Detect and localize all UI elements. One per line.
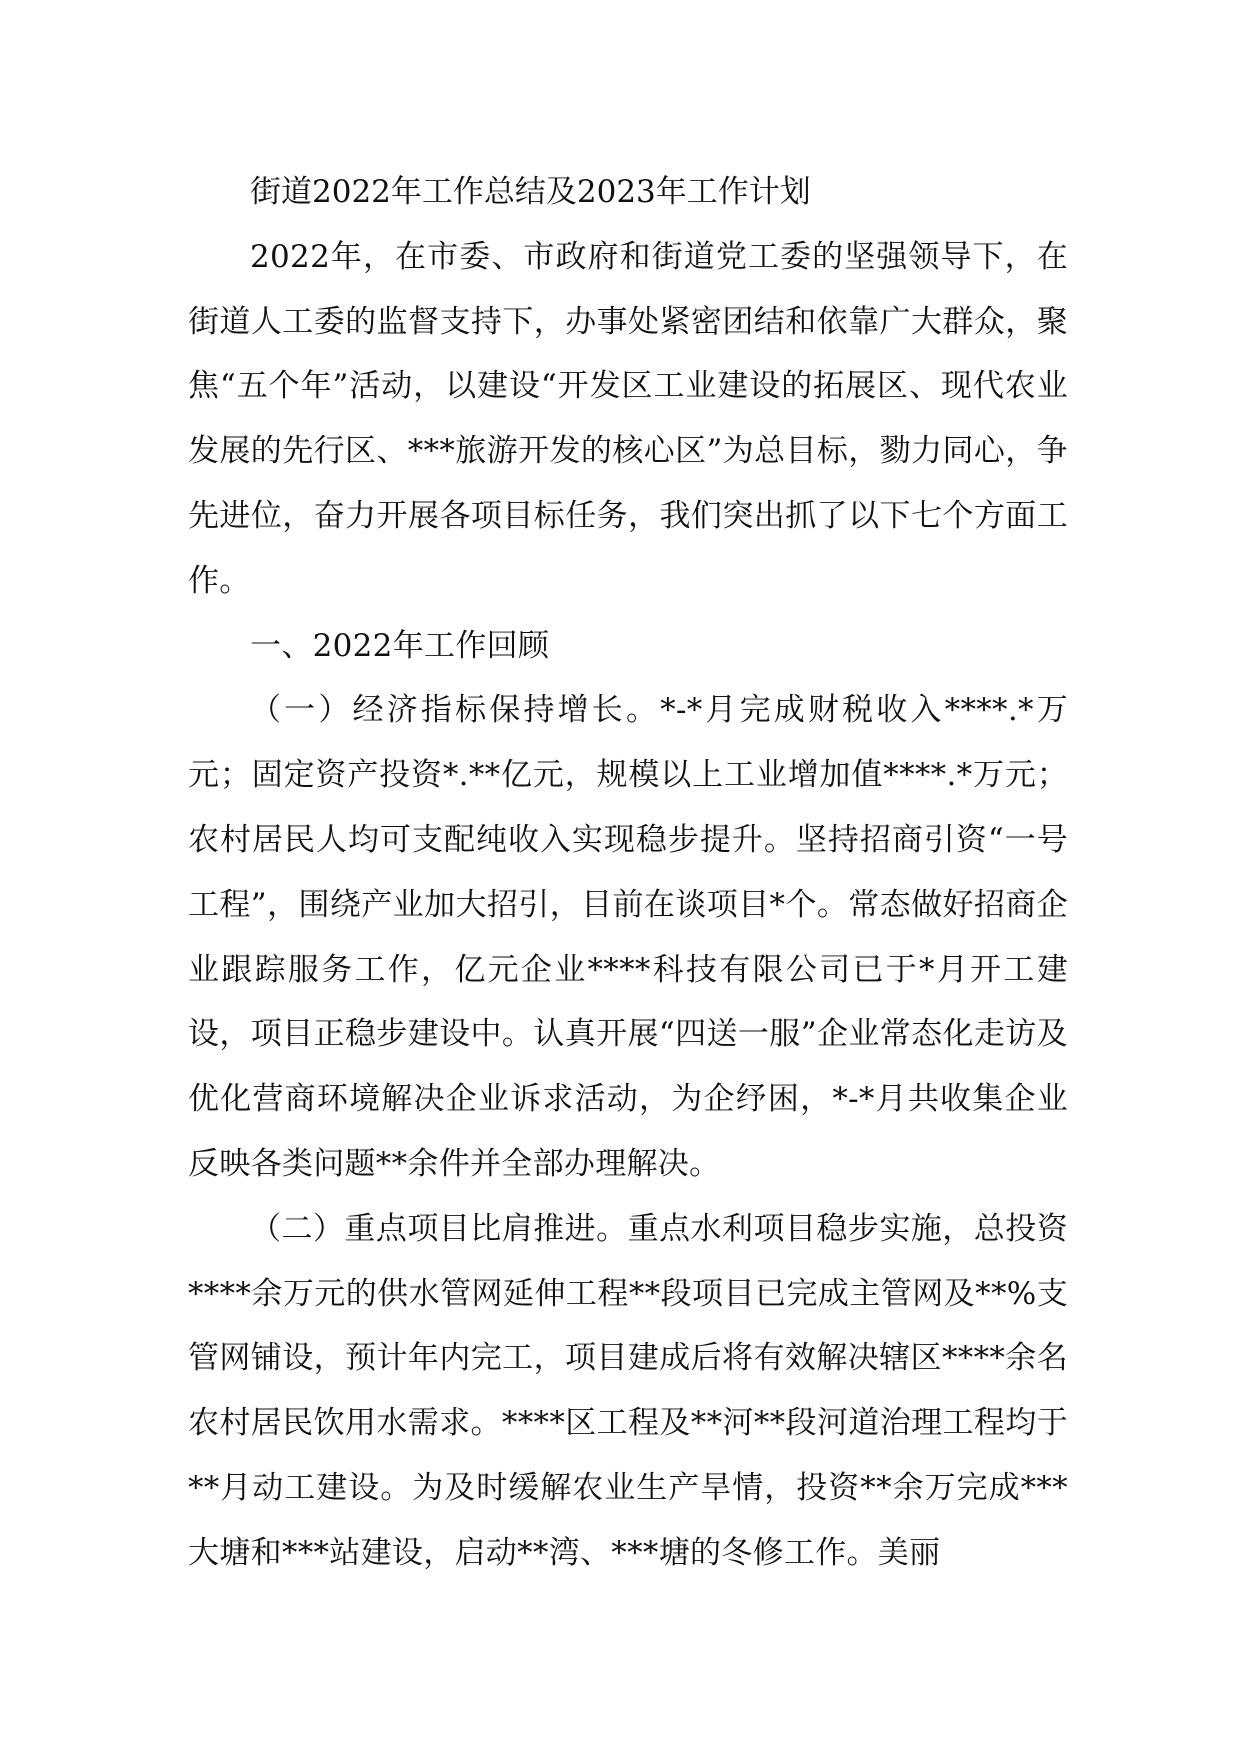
paragraph-key-projects: （二）重点项目比肩推进。重点水利项目稳步实施，总投资****余万元的供水管网延伸工程**段项目已完成主管网及**%支管网铺设，预计年内完工，项目建成后将有效解决辖区****余名农村居民饮用水需求。****区工程及**河**段河道治理工程均于**月动工建设。为及时缓解农业生产旱情，投资**余万完成***大塘和***站建设，启动**湾、***塘的冬修工作。美丽 xyxy=(188,1210,1068,1571)
paragraph-economic-indicators: （一）经济指标保持增长。*-*月完成财税收入****.*万元；固定资产投资*.**亿元，规模以上工业增加值****.*万元；农村居民人均可支配纯收入实现稳步提升。坚持招商引资“一号工程”，围绕产业加大招引，目前在谈项目*个。常态做好招商企业跟踪服务工作，亿元企业****科技有限公司已于*月开工建设，项目正稳步建设中。认真开展“四送一服”企业常态化走访及优化营商环境解决企业诉求活动，为企纾困，*-*月共收集企业反映各类问题**余件并全部办理解决。 xyxy=(188,692,1068,1182)
document-title: 街道2022年工作总结及2023年工作计划 xyxy=(250,174,811,210)
document-body xyxy=(188,160,1068,1586)
intro-paragraph: 2022年，在市委、市政府和街道党工委的坚强领导下，在街道人工委的监督支持下，办事处紧密团结和依靠广大群众，聚焦“五个年”活动，以建设“开发区工业建设的拓展区、现代农业发展的先行区、***旅游开发的核心区”为总目标，勠力同心，争先进位，奋力开展各项目标任务，我们突出抓了以下七个方面工作。 xyxy=(188,238,1068,599)
section-heading-review: 一、2022年工作回顾 xyxy=(250,627,550,664)
